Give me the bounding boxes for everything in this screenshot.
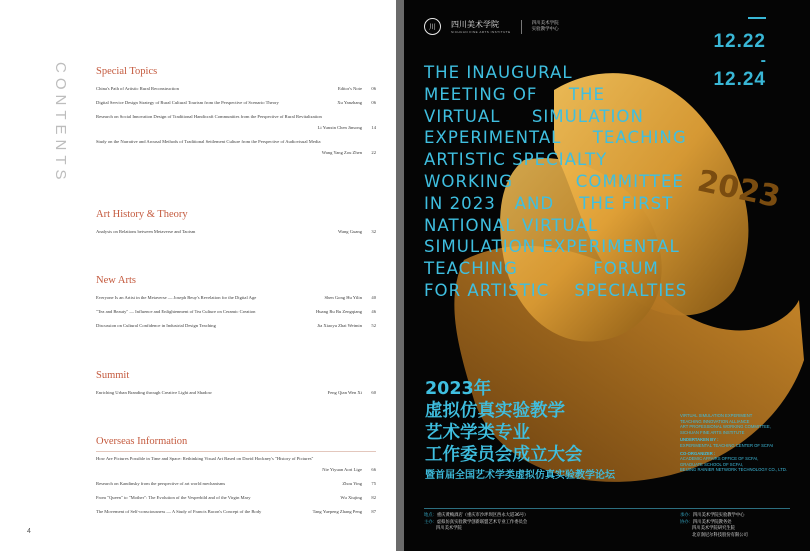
toc-entry[interactable] (96, 390, 376, 396)
toc-entry[interactable] (96, 323, 376, 329)
entry-title: Research on Kandinsky from the perspective of art world mechanisms (96, 481, 226, 486)
entry-page: 14 (371, 125, 376, 130)
entry-title: Analysis on Relations between Metaverse and Taoism (96, 229, 196, 234)
toc-entry[interactable] (96, 456, 376, 473)
contents-page (0, 0, 396, 551)
entry-page: 06 (371, 100, 376, 105)
entry-page: 66 (371, 467, 376, 472)
section-title: Art History & Theory (96, 209, 188, 220)
entry-title: Enriching Urban Branding through Creative Light and Shadow (96, 390, 212, 395)
entry-authors: Jia Xiaoyu Zhai Weimin (317, 323, 362, 328)
entry-title: Study on the Narrative and Arousal Methods of Traditional Settlement Culture from the Perspective of Audiovisual Media (96, 139, 321, 144)
toc-entry[interactable] (96, 114, 376, 131)
institute-name-logo: 四川美术学院 (451, 20, 499, 29)
entry-title: The Movement of Self-consciousness — A Study of Francis Bacon's Concept of the Body (96, 509, 262, 514)
footer-venue-host: 地点：重庆黄桷酒店（重庆市沙坪坝区西永大道36号） 主办：虚拟仿真实验教学创新联盟艺术专业工作委员会 四川美术学院 (424, 513, 529, 532)
entry-page: 32 (371, 229, 376, 234)
organizer-co: CO-ORGANIZER : ACADEMIC AFFAIRS OFFICE OF SCFAI, GRADUATE SCHOOL OF SCFAI, BEIJING RAINIER NETWORK TECHNOLOGY CO., LTD. (680, 450, 788, 473)
entry-authors: Tang Yuepeng Zhang Peng (312, 509, 362, 514)
event-poster (404, 0, 810, 551)
entry-title: Discussion on Cultural Confidence in Industrial Design Teaching (96, 323, 216, 328)
section-new-arts (96, 275, 376, 337)
date-top-rule (748, 17, 766, 19)
entry-page: 22 (371, 150, 376, 155)
entry-page: 52 (371, 323, 376, 328)
entry-page: 87 (371, 509, 376, 514)
toc-entry[interactable] (96, 481, 376, 487)
entry-authors: Huang Ru Bu Zengqiang (315, 309, 362, 314)
poster-title-english: THE INAUGURAL MEETING OF THE VIRTUAL SIMULATION EXPERIMENTAL TEACHING ARTISTIC SPECIALTY WORKING COMMITTEE IN 2023 AND THE FIRST NATIONAL VIRTUAL SIMULATION EXPERIMENTAL TEACHING FORUM FOR ARTISTIC SPECIALTIES (424, 63, 688, 300)
entry-authors: Wang Yang Zou Zhen (321, 150, 362, 155)
page-number: 4 (27, 528, 31, 535)
date-start: 12.22 (713, 31, 766, 52)
cn-title-line: 工作委员会成立大会 (425, 445, 583, 465)
entry-title: Digital Service Design Strategy of Rural Cultural Tourism from the Perspective of Scenario Theory (96, 100, 279, 105)
entry-authors: Xu Yanzhang (337, 100, 362, 105)
footer-divider (424, 508, 790, 509)
teaching-center-logo: 四川美术学院 实验教学中心 (531, 20, 559, 32)
entry-title: Research on Social Innovation Design of Traditional Handicraft Communities from the Perspective of Rural Revitalization (96, 114, 322, 119)
institute-logos (424, 18, 559, 35)
cn-title-line: 虚拟仿真实验教学 (425, 401, 565, 421)
toc-entry[interactable] (96, 309, 376, 315)
section-special-topics (96, 66, 376, 164)
entry-authors: Editor's Note (337, 86, 362, 91)
entry-title: From "Queen" to "Mother": The Evolution of the Vesperbild and of the Virgin Mary (96, 495, 251, 500)
toc-entry[interactable] (96, 86, 376, 92)
entry-page: 46 (371, 309, 376, 314)
section-summit (96, 370, 376, 404)
entry-page: 06 (371, 86, 376, 91)
section-title: New Arts (96, 275, 136, 286)
entry-title: China's Path of Artistic Rural Reconstruction (96, 86, 179, 91)
entry-authors: Nie Yiyuan Aori Lige (322, 467, 362, 472)
section-title: Summit (96, 370, 130, 381)
entry-title: How Are Pictures Possible in Time and Space: Rethinking Visual Art Based on David Hockney's "History of Pictures" (96, 456, 314, 461)
poster-title-chinese (425, 378, 615, 483)
entry-page: 82 (371, 495, 376, 500)
date-end: 12.24 (713, 69, 766, 90)
entry-page: 40 (371, 295, 376, 300)
entry-authors: Wu Xiujing (340, 495, 362, 500)
entry-authors: Wang Guang (338, 229, 362, 234)
logo-divider (521, 20, 522, 34)
entry-authors: Zhou Ying (342, 481, 362, 486)
entry-title: Everyone Is an Artist in the Metaverse — Joseph Beuy's Revelation for the Digital Age (96, 295, 257, 300)
sculpture-year-text: 2023 (694, 163, 784, 216)
footer-organizers-cn: 承办：四川美术学院实验教学中心 协办：四川美术学院教务处 四川美术学院研究生院 北京润尼尔科技股份有限公司 (680, 513, 748, 538)
toc-entry[interactable] (96, 139, 376, 156)
entry-authors: Feng Qian Wen Xi (327, 390, 362, 395)
toc-entry[interactable] (96, 100, 376, 106)
cn-title-line: 艺术学类专业 (425, 423, 530, 443)
toc-entry[interactable] (96, 509, 376, 515)
toc-entry[interactable] (96, 229, 376, 235)
entry-page: 75 (371, 481, 376, 486)
date-separator: - (760, 52, 766, 69)
organizer-host: VIRTUAL SIMULATION EXPERIMENT TEACHING INNOVATION ALLIANCE ART PROFESSIONAL WORKING COMMITTEE, SICHUAN FINE ARTS INSTITUTE (680, 413, 771, 435)
entry-title: "Tea and Beauty" — Influence and Enlightenment of Tea Culture on Ceramic Creation (96, 309, 256, 314)
organizers-block-en (680, 413, 805, 475)
institute-seal-logo: 川 (424, 18, 441, 35)
section-art-history-theory (96, 209, 376, 243)
organizer-undertaken: UNDERTAKEN BY : EXPERIMENTAL TEACHING CENTER OF SCFAI (680, 437, 774, 448)
section-title: Overseas Information (96, 436, 188, 447)
entry-authors: Shen Gong Hu Yilin (324, 295, 362, 300)
entry-page: 60 (371, 390, 376, 395)
section-overseas-information (96, 436, 376, 523)
institute-name-en: SICHUAN FINE ARTS INSTITUTE (451, 30, 511, 34)
toc-entry[interactable] (96, 295, 376, 301)
cn-subtitle: 暨首届全国艺术学类虚拟仿真实验教学论坛 (425, 470, 615, 481)
contents-vertical-title: CONTENTS (52, 62, 69, 185)
entry-authors: Li Yunxin Chen Jinsong (317, 125, 362, 130)
section-title: Special Topics (96, 66, 158, 77)
poster-footer (404, 503, 810, 551)
cn-title-line: 2023年 (425, 379, 492, 399)
section-divider (96, 451, 376, 452)
toc-entry[interactable] (96, 495, 376, 501)
